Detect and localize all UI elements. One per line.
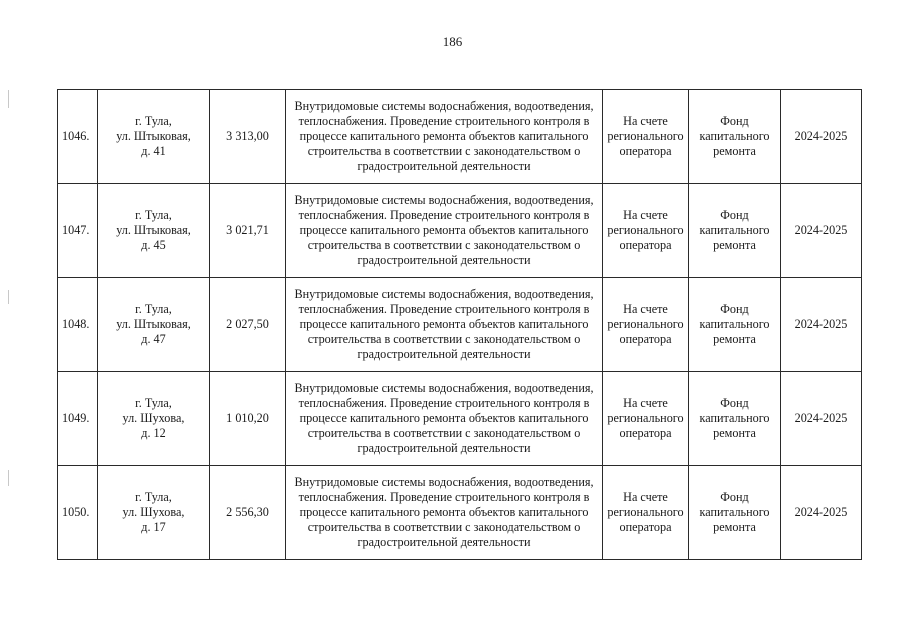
period-cell: 2024-2025	[781, 278, 862, 372]
row-number: 1049.	[58, 372, 98, 466]
row-number: 1050.	[58, 466, 98, 560]
address-house: д. 41	[141, 144, 166, 158]
account-cell: На счете регионального оператора	[603, 372, 689, 466]
work-description-cell: Внутридомовые системы водоснабжения, водоотведения, теплоснабжения. Проведение строительного контроля в процессе капитального ремонта объектов капитального строительства в соответствии с законодательством о градостроительной деятельности	[286, 372, 603, 466]
scan-edge-mark	[8, 90, 9, 108]
address-cell	[98, 278, 210, 372]
works-table	[57, 89, 862, 560]
address-cell	[98, 372, 210, 466]
address-house: д. 12	[141, 426, 166, 440]
address-cell	[98, 90, 210, 184]
account-cell: На счете регионального оператора	[603, 184, 689, 278]
fund-cell: Фонд капитального ремонта	[689, 184, 781, 278]
amount-cell: 3 021,71	[210, 184, 286, 278]
account-cell: На счете регионального оператора	[603, 90, 689, 184]
table-row	[58, 90, 862, 184]
account-cell: На счете регионального оператора	[603, 466, 689, 560]
period-cell: 2024-2025	[781, 90, 862, 184]
table-row	[58, 278, 862, 372]
address-street: ул. Штыковая,	[116, 317, 191, 331]
table-row	[58, 184, 862, 278]
period-cell: 2024-2025	[781, 466, 862, 560]
address-cell	[98, 184, 210, 278]
work-description-cell: Внутридомовые системы водоснабжения, водоотведения, теплоснабжения. Проведение строительного контроля в процессе капитального ремонта объектов капитального строительства в соответствии с законодательством о градостроительной деятельности	[286, 90, 603, 184]
period-cell: 2024-2025	[781, 184, 862, 278]
address-house: д. 47	[141, 332, 166, 346]
account-cell: На счете регионального оператора	[603, 278, 689, 372]
address-city: г. Тула,	[135, 302, 172, 316]
page-number: 186	[442, 34, 463, 49]
address-cell	[98, 466, 210, 560]
period-cell: 2024-2025	[781, 372, 862, 466]
work-description-cell: Внутридомовые системы водоснабжения, водоотведения, теплоснабжения. Проведение строительного контроля в процессе капитального ремонта объектов капитального строительства в соответствии с законодательством о градостроительной деятельности	[286, 466, 603, 560]
fund-cell: Фонд капитального ремонта	[689, 278, 781, 372]
fund-cell: Фонд капитального ремонта	[689, 466, 781, 560]
work-description-cell: Внутридомовые системы водоснабжения, водоотведения, теплоснабжения. Проведение строительного контроля в процессе капитального ремонта объектов капитального строительства в соответствии с законодательством о градостроительной деятельности	[286, 278, 603, 372]
address-house: д. 17	[141, 520, 166, 534]
fund-cell: Фонд капитального ремонта	[689, 372, 781, 466]
address-city: г. Тула,	[135, 396, 172, 410]
work-description-cell: Внутридомовые системы водоснабжения, водоотведения, теплоснабжения. Проведение строительного контроля в процессе капитального ремонта объектов капитального строительства в соответствии с законодательством о градостроительной деятельности	[286, 184, 603, 278]
amount-cell: 3 313,00	[210, 90, 286, 184]
address-house: д. 45	[141, 238, 166, 252]
address-street: ул. Штыковая,	[116, 129, 191, 143]
address-street: ул. Шухова,	[122, 505, 185, 519]
row-number: 1046.	[58, 90, 98, 184]
address-street: ул. Штыковая,	[116, 223, 191, 237]
address-street: ул. Шухова,	[122, 411, 185, 425]
amount-cell: 1 010,20	[210, 372, 286, 466]
row-number: 1047.	[58, 184, 98, 278]
amount-cell: 2 556,30	[210, 466, 286, 560]
row-number: 1048.	[58, 278, 98, 372]
table-row	[58, 372, 862, 466]
fund-cell: Фонд капитального ремонта	[689, 90, 781, 184]
address-city: г. Тула,	[135, 208, 172, 222]
scan-edge-mark	[8, 290, 9, 304]
address-city: г. Тула,	[135, 114, 172, 128]
table-row	[58, 466, 862, 560]
address-city: г. Тула,	[135, 490, 172, 504]
amount-cell: 2 027,50	[210, 278, 286, 372]
scan-edge-mark	[8, 470, 9, 486]
